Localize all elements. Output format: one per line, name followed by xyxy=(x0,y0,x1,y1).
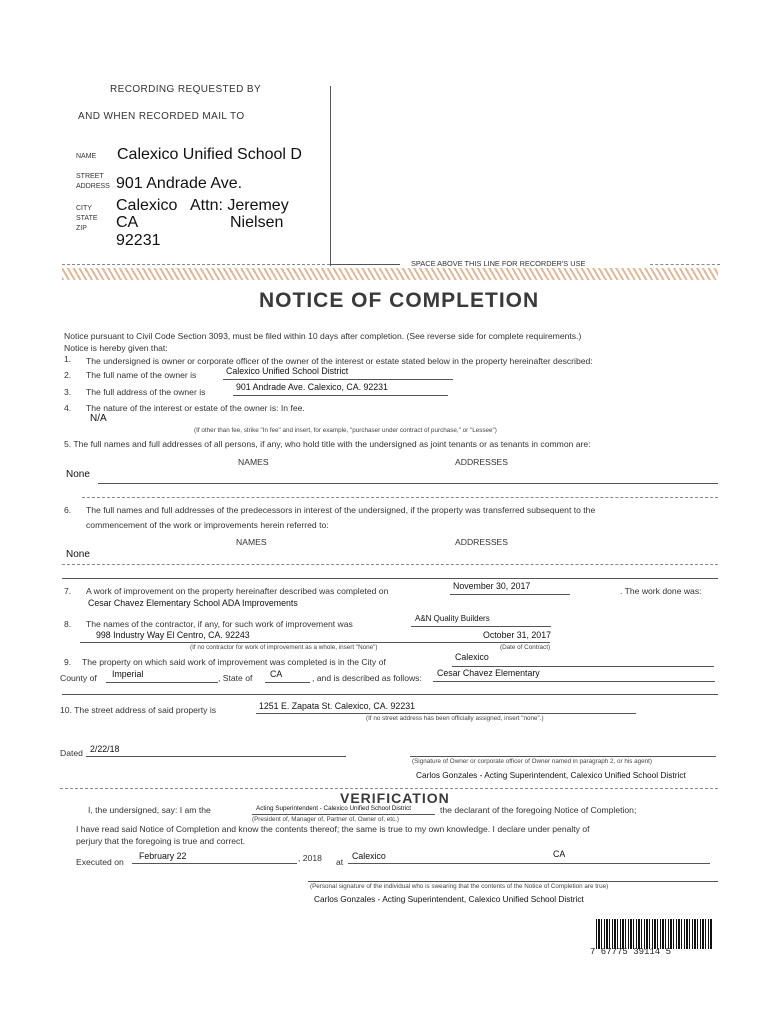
at-state: CA xyxy=(553,849,566,859)
item-6-text-b: commencement of the work or improvements herein referred to: xyxy=(86,520,329,530)
name-label: NAME xyxy=(76,153,97,160)
work-done-value: Cesar Chavez Elementary School ADA Improvements xyxy=(88,598,298,608)
verification-signature-line xyxy=(308,881,718,882)
barcode-number: 7 67775 39114 5 xyxy=(590,947,672,957)
co-owners-line xyxy=(98,483,718,484)
contractor-value: A&N Quality Builders xyxy=(415,614,490,623)
predecessors-value: None xyxy=(66,549,90,560)
intro-line-2: Notice is hereby given that: xyxy=(64,343,168,353)
item-2-text: The full name of the owner is xyxy=(86,370,197,380)
item-7-text-b: . The work done was: xyxy=(620,586,702,596)
addresses-header-5: ADDRESSES xyxy=(455,457,509,467)
item-9-text: The property on which said work of improvement was completed is in the City of xyxy=(82,657,386,667)
state-value: CA xyxy=(116,214,139,231)
property-address-value: 1251 E. Zapata St. Calexico, CA. 92231 xyxy=(259,701,415,711)
property-address-line xyxy=(256,713,636,714)
city-line xyxy=(452,666,714,667)
verification-title: VERIFICATION xyxy=(340,790,450,806)
verification-line-1a: I, the undersigned, say: I am the xyxy=(88,805,211,815)
verification-signature-note: (Personal signature of the individual who is swearing that the contents of the Notice of Completion are true) xyxy=(310,883,609,890)
owner-name-line xyxy=(223,379,453,380)
item-4-number: 4. xyxy=(64,403,72,413)
county-label: County of xyxy=(60,673,97,683)
verification-line-1b: the declarant of the foregoing Notice of Completion; xyxy=(440,805,637,815)
verification-title-note: (President of, Manager of, Partner of, Owner of, etc.) xyxy=(252,816,399,823)
zip-value: 92231 xyxy=(116,232,161,249)
property-address-note: (If no street address has been officially assigned, insert "none".) xyxy=(366,715,544,722)
described-line-2 xyxy=(62,694,718,695)
attn-name: Nielsen xyxy=(230,214,284,231)
co-owners-value: None xyxy=(66,469,90,480)
verification-signature-name: Carlos Gonzales - Acting Superintendent, Calexico Unified School District xyxy=(314,894,584,904)
item-1-number: 1. xyxy=(64,354,72,364)
recorder-line-right xyxy=(650,264,720,265)
verification-title-value: Acting Superintendent - Calexico Unified School District xyxy=(256,805,412,812)
state-value: CA xyxy=(270,669,283,679)
space-above-label: SPACE ABOVE THIS LINE FOR RECORDER'S USE xyxy=(411,259,586,268)
interest-note: (If other than fee, strike "In fee" and insert, for example, "purchaser under contract of purchase," or "Lessee") xyxy=(194,427,497,434)
contractor-note: (If no contractor for work of improvement as a whole, insert "None") xyxy=(190,644,378,651)
item-9-number: 9. xyxy=(64,657,72,667)
interest-value: N/A xyxy=(90,413,107,424)
item-1-text: The undersigned is owner or corporate officer of the owner of the interest or estate stated below in the property hereinafter described: xyxy=(86,356,593,366)
dated-line xyxy=(86,756,346,757)
owner-name-value: Calexico Unified School District xyxy=(226,366,349,376)
verification-title-line xyxy=(252,814,435,815)
name-value: Calexico Unified School D xyxy=(117,146,302,163)
city-label: CITY xyxy=(76,205,92,212)
executed-date-line xyxy=(132,863,297,864)
executed-date: February 22 xyxy=(139,851,187,861)
signature-note: (Signature of Owner or corporate officer of Owner named in paragraph 2, or his agent) xyxy=(412,758,652,765)
intro-line-1: Notice pursuant to Civil Code Section 3093, must be filed within 10 days after completion. (See reverse side for complete requirements.) xyxy=(64,331,582,341)
city-value: Calexico xyxy=(116,197,178,214)
recording-requested-label: RECORDING REQUESTED BY xyxy=(110,84,262,95)
owner-address-value: 901 Andrade Ave. Calexico, CA. 92231 xyxy=(236,382,388,392)
item-7-text: A work of improvement on the property hereinafter described was completed on xyxy=(86,586,389,596)
contractor-line xyxy=(411,626,551,627)
completion-date-value: November 30, 2017 xyxy=(453,581,531,591)
item-3-number: 3. xyxy=(64,387,72,397)
state-label: STATE xyxy=(76,215,98,222)
decorative-stripe xyxy=(62,268,718,280)
predecessors-line xyxy=(62,564,718,565)
street-value: 901 Andrade Ave. xyxy=(116,175,243,192)
contract-date-note: (Date of Contract) xyxy=(500,644,551,651)
contract-date-value: October 31, 2017 xyxy=(483,630,551,640)
described-line xyxy=(433,681,715,682)
names-header-5: NAMES xyxy=(238,457,269,467)
executed-year: , 2018 xyxy=(298,853,322,863)
predecessors-line-2 xyxy=(62,578,718,579)
signature-line xyxy=(410,756,716,757)
contractor-address-value: 998 Industry Way El Centro, CA. 92243 xyxy=(96,630,250,640)
recorder-divider xyxy=(330,86,331,266)
street-label: STREET xyxy=(76,173,104,180)
attn-value: Attn: Jeremey xyxy=(190,197,289,214)
county-value: Imperial xyxy=(112,669,144,679)
at-city: Calexico xyxy=(352,851,386,861)
address-label: ADDRESS xyxy=(76,183,110,190)
item-8-text: The names of the contractor, if any, for such work of improvement was xyxy=(86,619,353,629)
county-line xyxy=(106,682,218,683)
item-10-text: 10. The street address of said property is xyxy=(60,705,217,715)
page-title: NOTICE OF COMPLETION xyxy=(259,289,540,312)
item-6-text-a: The full names and full addresses of the predecessors in interest of the undersigned, if the property was transferred subsequent to the xyxy=(86,505,596,515)
item-8-number: 8. xyxy=(64,619,72,629)
mail-to-label: AND WHEN RECORDED MAIL TO xyxy=(78,111,245,122)
dated-label: Dated xyxy=(60,748,83,758)
item-4-text: The nature of the interest or estate of the owner is: In fee. xyxy=(86,403,305,413)
dated-value: 2/22/18 xyxy=(90,744,120,754)
city-value: Calexico xyxy=(455,652,489,662)
item-2-number: 2. xyxy=(64,370,72,380)
item-7-number: 7. xyxy=(64,586,72,596)
barcode-bars xyxy=(596,919,712,949)
owner-address-line xyxy=(233,395,448,396)
verification-line-2: I have read said Notice of Completion and know the contents thereof; the same is true to my own knowledge. I declare under penalty of xyxy=(76,824,590,834)
recorder-line-mid xyxy=(330,264,400,265)
item-6-number: 6. xyxy=(64,505,72,515)
executed-label: Executed on xyxy=(76,857,124,867)
item-3-text: The full address of the owner is xyxy=(86,387,206,397)
item-5-text: 5. The full names and full addresses of all persons, if any, who hold title with the undersigned as joint tenants or as tenants in common are: xyxy=(64,439,591,449)
state-text-label: , State of xyxy=(218,673,253,683)
addresses-header-6: ADDRESSES xyxy=(455,537,509,547)
recorder-line-left xyxy=(62,264,330,265)
contractor-address-line xyxy=(80,642,550,643)
verification-line-3: perjury that the foregoing is true and correct. xyxy=(76,836,246,846)
described-value: Cesar Chavez Elementary xyxy=(437,668,540,678)
state-line xyxy=(265,682,310,683)
names-header-6: NAMES xyxy=(236,537,267,547)
verification-top-line xyxy=(60,788,718,789)
barcode xyxy=(590,917,720,957)
completion-date-line xyxy=(450,594,570,595)
at-line xyxy=(348,863,710,864)
at-label: at xyxy=(336,857,344,867)
zip-label: ZIP xyxy=(76,225,87,232)
co-owners-line-2 xyxy=(82,497,718,498)
described-label: , and is described as follows: xyxy=(312,673,422,683)
signature-name: Carlos Gonzales - Acting Superintendent, Calexico Unified School District xyxy=(416,770,686,780)
